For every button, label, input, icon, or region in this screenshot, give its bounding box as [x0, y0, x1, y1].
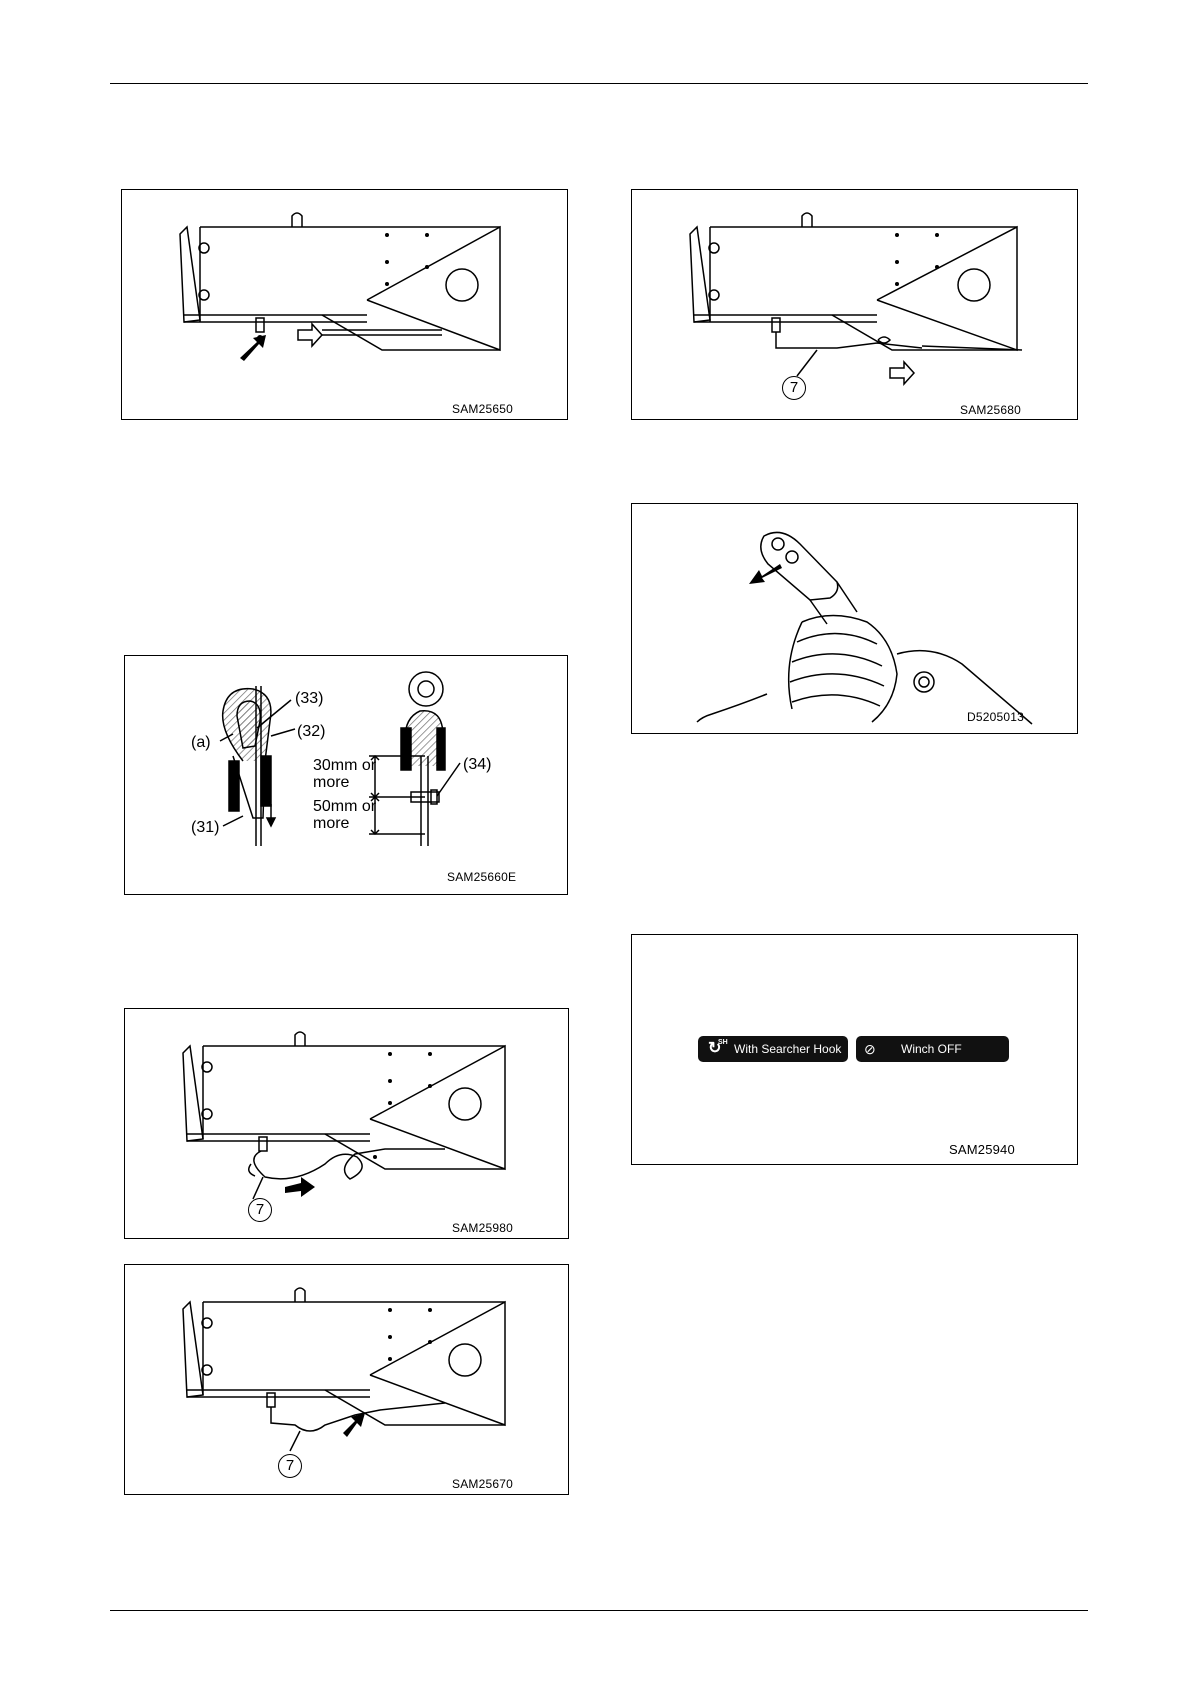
figure-boom-sheave-4 [124, 1264, 569, 1495]
figure-code: SAM25650 [452, 402, 513, 416]
boom-end-drawing [122, 190, 567, 419]
figure-code: SAM25660E [447, 870, 517, 884]
searcher-hook-icon-label: SH [718, 1039, 728, 1046]
figure-code: D5205013 [967, 710, 1024, 724]
callout-7: 7 [248, 1198, 272, 1222]
joystick-drawing [632, 504, 1077, 733]
boom-end-drawing [632, 190, 1077, 419]
label-33: (33) [295, 690, 324, 707]
label-a: (a) [191, 734, 211, 751]
figure-code: SAM25980 [452, 1221, 513, 1235]
figure-boom-sheave-1 [121, 189, 568, 420]
label-31: (31) [191, 819, 220, 836]
figure-joystick [631, 503, 1078, 734]
figure-wire-rope-socket [124, 655, 568, 895]
winch-icon: ⊘ [864, 1041, 876, 1057]
callout-7: 7 [782, 376, 806, 400]
figure-code: SAM25940 [949, 1142, 1015, 1157]
label-32: (32) [297, 723, 326, 740]
label-34: (34) [463, 756, 492, 773]
figure-code: SAM25670 [452, 1477, 513, 1491]
winch-text: Winch OFF [901, 1042, 962, 1056]
figure-display-status [631, 934, 1078, 1165]
status-pill-winch [856, 1036, 1009, 1062]
header-rule [110, 83, 1088, 84]
searcher-hook-icon: ↻ [708, 1040, 722, 1057]
callout-7: 7 [278, 1454, 302, 1478]
figure-boom-sheave-3 [124, 1008, 569, 1239]
figure-code: SAM25680 [960, 403, 1021, 417]
dimension-50mm: 50mm or more [313, 798, 377, 832]
boom-end-drawing [125, 1009, 568, 1238]
boom-end-drawing [125, 1265, 568, 1494]
searcher-hook-text: With Searcher Hook [734, 1042, 842, 1056]
dimension-30mm: 30mm or more [313, 757, 377, 791]
status-pill-searcher-hook [698, 1036, 848, 1062]
figure-boom-sheave-2 [631, 189, 1078, 420]
footer-rule [110, 1610, 1088, 1611]
